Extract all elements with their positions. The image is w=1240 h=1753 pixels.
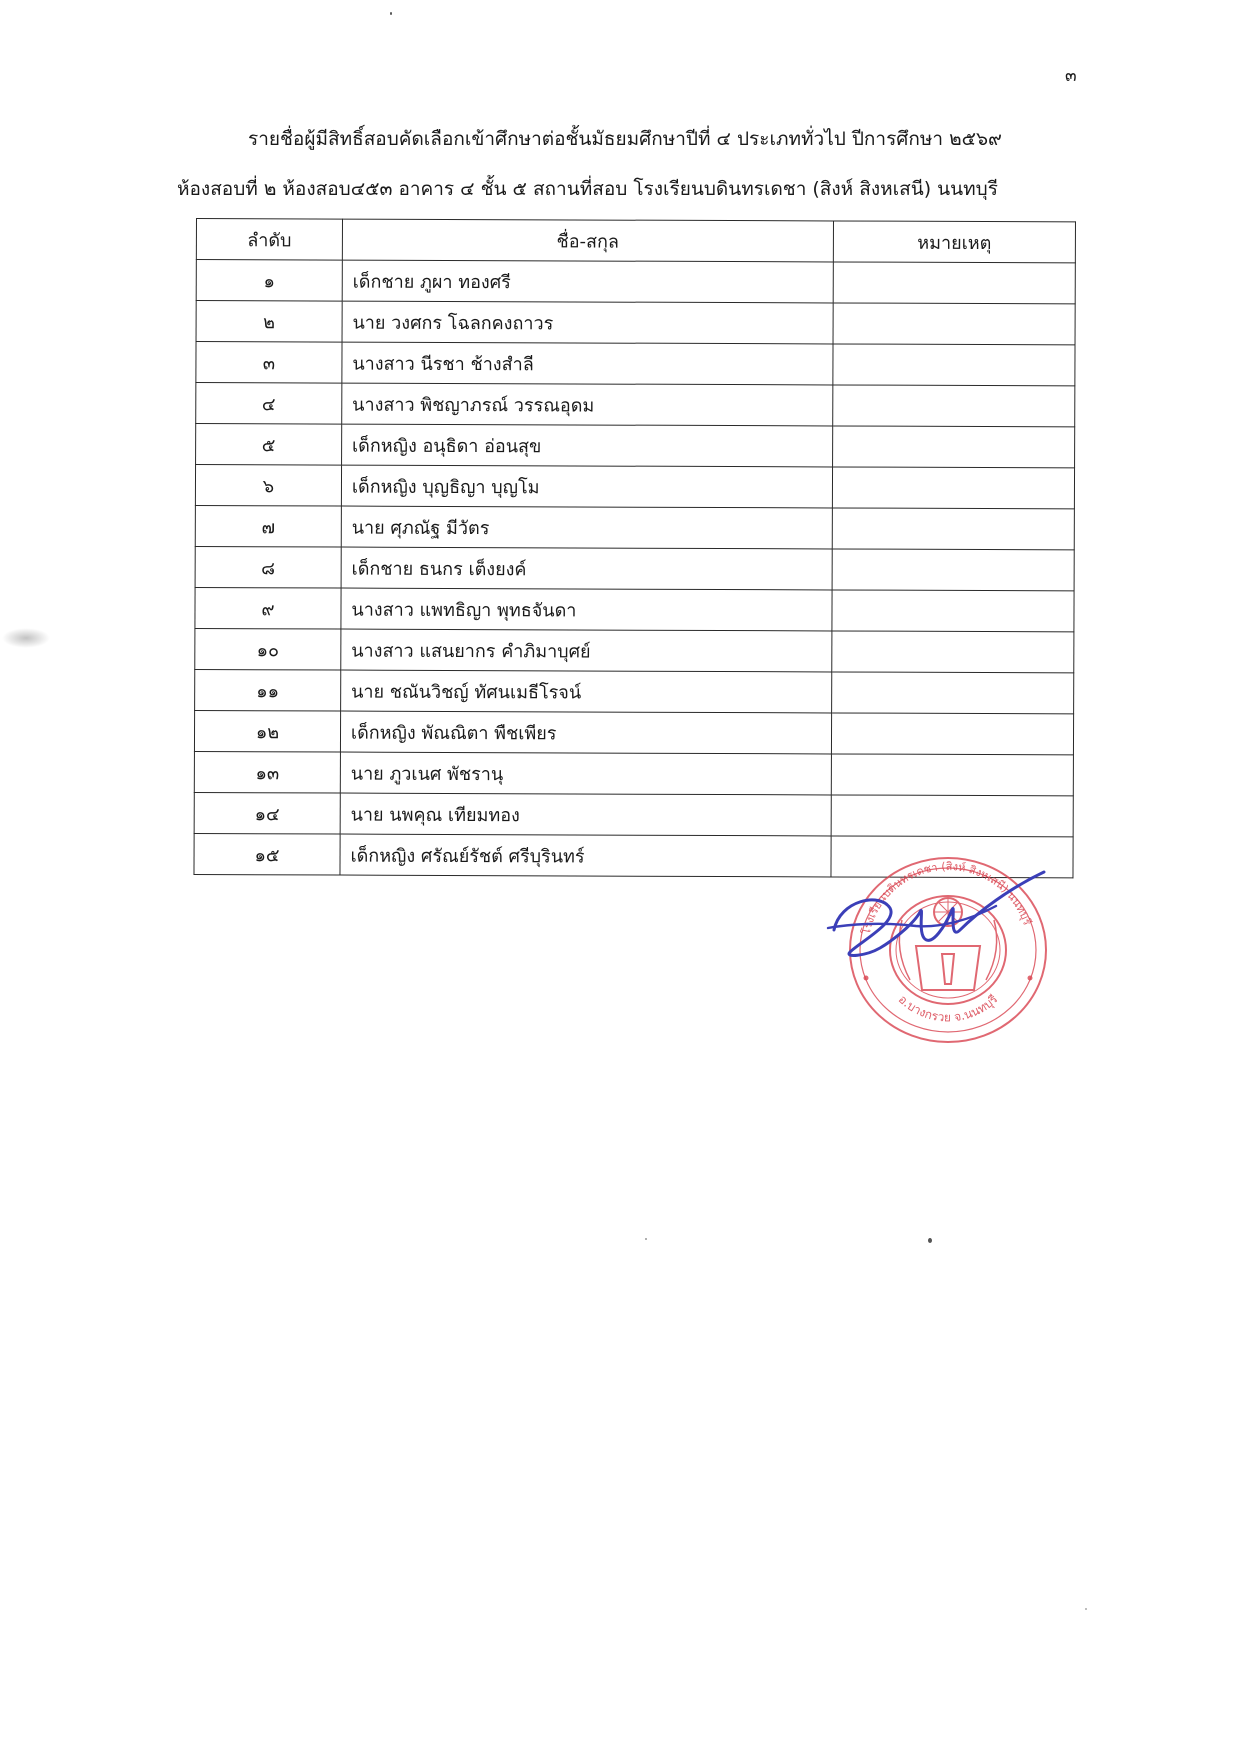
scan-speck	[390, 12, 392, 15]
row-sequence-cell: ๑๒	[194, 710, 340, 752]
row-sequence-cell: ๓	[196, 342, 342, 384]
row-remark-cell	[832, 549, 1074, 591]
row-sequence-cell: ๑๕	[194, 833, 340, 875]
row-sequence-cell: ๒	[196, 301, 342, 343]
table-row	[195, 546, 1074, 590]
row-name-cell: นาย นพคุณ เทียมทอง	[340, 793, 831, 836]
row-remark-cell	[831, 795, 1073, 837]
row-name-cell: เด็กหญิง ศรัณย์รัชต์ ศรีบุรินทร์	[340, 834, 831, 877]
row-remark-cell	[832, 385, 1074, 427]
row-name-cell: เด็กหญิง พัณณิตา พืชเพียร	[340, 711, 831, 754]
scan-speck	[1085, 1608, 1087, 1610]
row-sequence-cell: ๙	[195, 587, 341, 629]
row-remark-cell	[833, 262, 1075, 304]
row-sequence-cell: ๗	[195, 505, 341, 547]
table-row	[196, 383, 1075, 427]
row-sequence-cell: ๑๔	[194, 792, 340, 834]
row-name-cell: นาย ศุภณัฐ มีวัตร	[341, 506, 832, 549]
row-remark-cell	[833, 303, 1075, 345]
row-remark-cell	[832, 590, 1074, 632]
table-row	[195, 505, 1074, 549]
row-sequence-cell: ๑๐	[195, 628, 341, 670]
signature	[820, 860, 1050, 980]
row-sequence-cell: ๖	[195, 465, 341, 507]
row-sequence-cell: ๘	[195, 546, 341, 588]
table-row	[196, 260, 1075, 304]
document-title: รายชื่อผู้มีสิทธิ์สอบคัดเลือกเข้าศึกษาต่อชั้นมัธยมศึกษาปีที่ ๔ ประเภททั่วไป ปีการศึกษา ๒๕๖๙	[248, 128, 1002, 150]
row-name-cell: นางสาว นีรชา ช้างสำลี	[342, 342, 833, 385]
table-row	[194, 710, 1073, 754]
row-name-cell: นางสาว แสนยากร คำภิมาบุศย์	[341, 629, 832, 672]
row-sequence-cell: ๑๓	[194, 751, 340, 793]
row-remark-cell	[833, 344, 1075, 386]
row-name-cell: เด็กชาย ภูผา ทองศรี	[342, 260, 833, 303]
table-row	[196, 424, 1075, 468]
table-row	[195, 465, 1074, 509]
row-name-cell: นางสาว พิชญาภรณ์ วรรณอุดม	[342, 383, 833, 426]
header-name: ชื่อ-สกุล	[342, 219, 833, 262]
table-header-row	[196, 219, 1075, 263]
row-sequence-cell: ๔	[196, 383, 342, 425]
row-name-cell: เด็กหญิง อนุธิดา อ่อนสุข	[341, 424, 832, 467]
row-remark-cell	[831, 672, 1073, 714]
table-row	[195, 628, 1074, 672]
row-name-cell: นาย ภูวเนศ พัชรานุ	[340, 752, 831, 795]
table-row	[196, 342, 1075, 386]
row-name-cell: นางสาว แพทธิญา พุทธจันดา	[341, 588, 832, 631]
header-sequence: ลำดับ	[196, 219, 342, 261]
svg-text:อ.บางกรวย จ.นนทบุรี	[896, 992, 1001, 1025]
row-sequence-cell: ๑๑	[195, 669, 341, 711]
row-remark-cell	[832, 508, 1074, 550]
row-name-cell: เด็กหญิง บุญธิญา บุญโม	[341, 465, 832, 508]
row-remark-cell	[832, 467, 1074, 509]
table-body	[194, 260, 1075, 878]
table-row	[195, 587, 1074, 631]
row-remark-cell	[831, 754, 1073, 796]
row-sequence-cell: ๑	[196, 260, 342, 302]
page-number: ๓	[1065, 66, 1077, 86]
row-name-cell: นาย ชณันวิชญ์ ทัศนเมธีโรจน์	[341, 670, 832, 713]
table-row	[195, 669, 1074, 713]
stamp-top-text: โรงเรียนบดินทรเดชา (สิงห์ สิงหเสนี) นนทบุรี	[859, 859, 1034, 936]
table-row	[194, 751, 1073, 795]
stamp-bottom-text: อ.บางกรวย จ.นนทบุรี	[895, 992, 1001, 1025]
scan-speck	[928, 1238, 932, 1243]
header-remark: หมายเหตุ	[833, 221, 1075, 263]
row-remark-cell	[832, 426, 1074, 468]
row-remark-cell	[832, 631, 1074, 673]
scan-smudge	[2, 628, 50, 648]
scan-speck	[645, 1238, 647, 1240]
row-remark-cell	[831, 713, 1073, 755]
table-row	[196, 301, 1075, 345]
row-name-cell: นาย วงศกร โฉลกคงถาวร	[342, 301, 833, 344]
exam-room-subtitle: ห้องสอบที่ ๒ ห้องสอบ๔๕๓ อาคาร ๔ ชั้น ๕ สถานที่สอบ โรงเรียนบดินทรเดชา (สิงห์ สิงหเสนี) นนทบุรี	[177, 178, 998, 200]
table-row	[194, 792, 1073, 836]
candidate-table	[193, 218, 1076, 878]
row-sequence-cell: ๕	[196, 424, 342, 466]
row-name-cell: เด็กชาย ธนกร เต็งยงค์	[341, 547, 832, 590]
